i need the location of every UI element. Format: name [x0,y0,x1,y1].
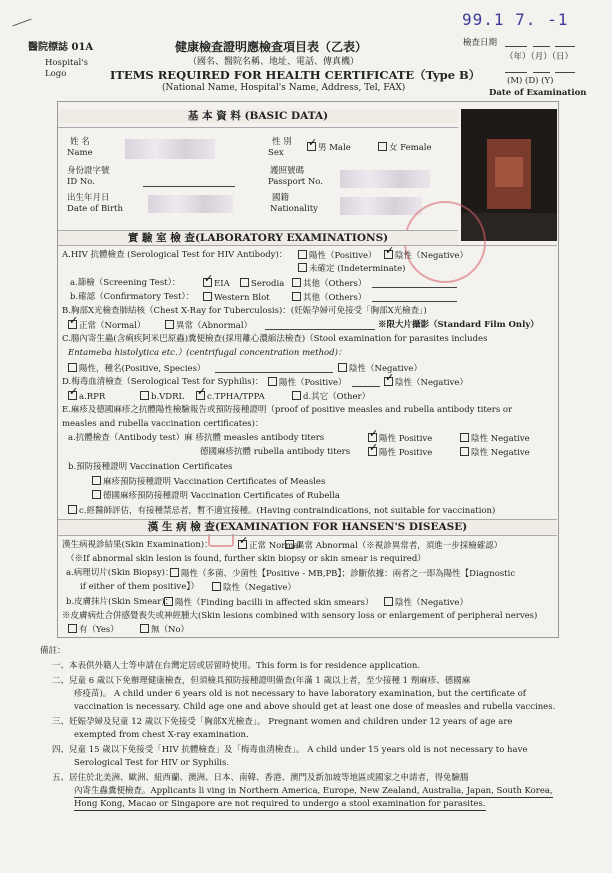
checkbox-checked-icon [68,391,77,400]
divider [58,245,557,246]
checkbox-icon [92,490,101,499]
exam-date-label: 檢查日期 [463,38,498,48]
hansen-heading: 漢 生 病 檢 查(EXAMINATION FOR HANSEN'S DISEASE) [58,520,557,534]
skin-note: （※If abnormal skin lesion is found, further skin biopsy or skin smear is required） [66,554,426,564]
stool-negative-label: 陰性（Negative） [349,364,422,374]
date-line-2 [533,46,550,47]
tpha-option[interactable] [196,391,265,403]
abnormal-line [265,329,375,330]
smear-positive-option[interactable] [164,597,373,609]
remark-2c: vaccination is necessary. Child age one and above should get at least one dose of measles and rubella vaccines. [74,702,556,712]
skin-abnormal-label: 異常 Abnormal（※視診異常者，須進一步採檢確認） [296,541,503,551]
measles-label-2: measles and rubella vaccination certificates)： [62,419,264,429]
syphilis-positive-label: 陽性（Positive） [279,378,347,388]
measles-negative-option[interactable] [460,433,530,445]
id-en: ID No. [67,177,95,187]
eia-option[interactable] [203,278,230,290]
syphilis-positive-option[interactable] [268,377,347,389]
confirm-label: b.確認（Confirmatory Test）： [70,292,195,302]
title-zh-sub: （國名、醫院名稱、地址、電話、傳真機） [188,57,360,67]
date-line-1 [505,46,527,47]
skin-normal-label: 正常 Normal [249,541,302,551]
antibody-measles-label: a.抗體檢查（Antibody test）麻 疹抗體 measles antibody titers [68,433,325,443]
biopsy-label: a.病理切片(Skin Biopsy)： [66,568,174,578]
checkbox-icon [92,476,101,485]
screening-others-label: 其他（Others） [303,279,367,289]
dob-zh: 出生年月日 [67,193,110,203]
stool-positive-label: 陽性，種名(Positive, Species） [79,364,206,374]
date-line-6 [555,72,575,73]
screening-others-option[interactable] [292,278,366,290]
stool-positive-option[interactable] [68,363,205,375]
lesion-no-label: 無（No） [151,625,190,635]
rubella-negative-label: 陰性 Negative [471,448,530,458]
nationality-en: Nationality [270,204,318,214]
checkbox-icon [460,433,469,442]
checkbox-checked-icon [68,320,77,329]
checkbox-checked-icon [307,142,316,151]
measles-label: E.麻疹及德國麻疹之抗體陽性檢驗報告或預防接種證明（proof of positive measles and rubella antibody titers or [62,405,513,415]
species-line [215,372,333,373]
serodia-option[interactable] [240,278,284,290]
cxr-label: B.胸部X光檢查肺結核（Chest X-Ray for Tuberculosis)：(妊娠孕婦可免接受「胸部X光檢查」) [62,306,427,316]
cxr-normal-option[interactable] [68,320,145,332]
hiv-positive-option[interactable] [298,250,377,262]
dob-en: Date of Birth [67,204,123,214]
hiv-positive-label: 陽性（Positive） [309,251,377,261]
date-en: (M) (D) (Y) [507,76,554,86]
antibody-rubella-label: 德國麻疹抗體 rubella antibody titers [200,447,351,457]
checkbox-icon [140,624,149,633]
date-line-4 [505,72,527,73]
checkbox-icon [240,278,249,287]
sex-female-option[interactable] [378,142,432,154]
rubella-negative-option[interactable] [460,447,530,459]
standard-film-note: ※限大片攝影（Standard Film Only） [378,320,539,330]
biopsy-positive-label-2: if either of them positive】） [80,582,200,592]
western-blot-option[interactable] [203,292,270,304]
smear-negative-label: 陰性（Negative） [395,598,468,608]
biopsy-positive-label: 陽性（多菌、少菌性【Positive - MB,PB】；診斷依據：兩者之一即為陽性【Diagnostic [181,569,516,579]
passport-en: Passport No. [268,177,323,187]
checkbox-icon [68,363,77,372]
checkbox-checked-icon [368,447,377,456]
checkbox-icon [68,505,77,514]
checkbox-icon [164,597,173,606]
syphilis-negative-label: 陰性（Negative） [395,378,468,388]
smear-label: b.皮膚抹片(Skin Smear)： [66,597,174,607]
vaccination-label: b.預防接種證明 Vaccination Certificates [68,462,233,472]
remark-3a: 三、妊娠孕婦及兒童 12 歲以下免接受「胸部X光檢查」。 Pregnant women and children under 12 years of age are [52,717,513,727]
title-en-sub: (National Name, Hospital's Name, Address, Tel, FAX) [162,83,406,93]
checkbox-icon [384,597,393,606]
stool-label-2: Entameba histolytica etc.）(centrifugal concentration method)： [68,348,347,358]
others-line [372,287,457,288]
lesion-yes-label: 有（Yes） [79,625,119,635]
nationality-zh: 國籍 [272,193,290,203]
date-stamp: 99.1 7. -1 [462,10,569,29]
skin-abnormal-option[interactable] [285,540,502,552]
lab-heading: 實 驗 室 檢 查(LABORATORY EXAMINATIONS) [58,231,458,245]
western-blot-label: Western Blot [214,293,270,303]
date-line-5 [533,72,550,73]
checkbox-icon [203,292,212,301]
remark-2a: 二、兒童 6 歲以下免辦理健康檢查，但須檢具預防接種證明備查(年滿 1 歲以上者，至少接種 1 劑麻疹、德國麻 [52,676,471,686]
other-d-label: d.其它（Other） [303,392,371,402]
checkbox-icon [285,540,294,549]
title-zh: 健康檢查證明應檢查項目表（乙表） [175,40,368,54]
lesion-yes-option[interactable] [68,624,119,636]
vacc-rubella-label: 德國麻疹預防接種證明 Vaccination Certificates of Rubella [103,491,340,501]
eia-label: EIA [214,279,230,289]
checkbox-icon [298,263,307,272]
checkbox-checked-icon [203,278,212,287]
biopsy-negative-label: 陰性（Negative） [223,583,296,593]
dob-redacted [148,195,233,213]
remark-1: 一、本表供外籍人士等申請在台灣定居或居留時使用。This form is for residence application. [52,661,421,671]
rubella-positive-option[interactable] [368,447,432,459]
remark-4a: 四、兒童 15 歲以下免接受「HIV 抗體檢查」及「梅毒血清檢查」。 A child under 15 years old is not necessary to have [52,745,528,755]
measles-negative-label: 陰性 Negative [471,434,530,444]
title-en: ITEMS REQUIRED FOR HEALTH CERTIFICATE（Type B） [110,68,481,82]
rpr-label: a.RPR [79,392,106,402]
divider [58,535,557,536]
contraindication-option[interactable] [68,505,495,517]
female-label: 女 Female [389,143,432,153]
syphilis-negative-option[interactable] [384,377,468,389]
date-line-3 [555,46,575,47]
checkbox-icon [298,250,307,259]
pen-mark [12,19,31,27]
vacc-measles-option[interactable] [92,476,325,488]
passport-redacted [340,170,430,188]
sex-en: Sex [268,148,284,158]
name-redacted [125,139,215,159]
checkbox-icon [338,363,347,372]
hiv-indeterminate-label: 未確定 (Indeterminate) [309,264,406,274]
checkbox-icon [378,142,387,151]
checkbox-icon [268,377,277,386]
id-zh: 身份證字號 [67,166,110,176]
checkbox-icon [165,320,174,329]
contraindication-label: c.經醫師評估，有接種禁忌者，暫不適宜接種。(Having contraindications, not suitable for vaccination) [79,506,496,516]
checkbox-icon [212,582,221,591]
hiv-negative-option[interactable] [384,250,468,262]
hospital-logo-label: Hospital's Logo [45,58,88,79]
smear-negative-option[interactable] [384,597,468,609]
vacc-measles-label: 麻疹預防接種證明 Vaccination Certificates of Measles [103,477,326,487]
remark-5b: 內寄生蟲糞便檢查。Applicants li ving in Northern America, Europe, New Zealand, Australia, Japan, South Korea, [74,786,553,796]
lesion-no-option[interactable] [140,624,189,636]
sex-zh: 性 別 [272,137,292,147]
checkbox-icon [292,278,301,287]
tpha-label: c.TPHA/TPPA [207,392,265,402]
vdrl-option[interactable] [140,391,184,403]
hiv-label: A.HIV 抗體檢查 (Serological Test for HIV Antibody)： [62,250,288,260]
confirm-others-option[interactable] [292,292,366,304]
checkbox-icon [140,391,149,400]
screening-label: a.篩檢（Screening Test）： [70,278,181,288]
serodia-label: Serodia [251,279,285,289]
sex-male-option[interactable] [307,142,351,154]
name-en: Name [67,148,93,158]
hospital-mark: 醫院標誌 01A [28,42,94,53]
others-line [372,301,457,302]
cxr-normal-label: 正常（Normal） [79,321,146,331]
syphilis-label: D.梅毒血清檢查（Serological Test for Syphilis)： [62,377,264,387]
cxr-abnormal-label: 異常（Abnormal） [176,321,253,331]
checkbox-checked-icon [384,250,393,259]
checkbox-icon [292,391,301,400]
checkbox-icon [292,292,301,301]
date-of-exam-label: Date of Examination [489,88,587,98]
lesion-label: ※皮膚病灶合併感覺喪失或神經腫大(Skin lesions combined with sensory loss or enlargement of peripheral nerves) [62,611,538,621]
date-zh: （年）（月）（日） [505,52,574,62]
divider [58,127,458,128]
passport-zh: 護照號碼 [270,166,305,176]
measles-positive-label: 陽性 Positive [379,434,433,444]
vdrl-label: b.VDRL [151,392,185,402]
remark-2b: 疹疫苗)。 A child under 6 years old is not necessary to have laboratory examination, but the certificate of [74,689,526,699]
male-label: 男 Male [318,143,351,153]
remark-5c: Hong Kong, Macao or Singapore are not required to undergo a stool examination for parasites. [74,799,486,809]
remarks-label: 備註： [40,646,66,656]
smear-positive-label: 陽性（Finding bacilli in affected skin smears） [175,598,374,608]
checkbox-checked-icon [238,540,247,549]
biopsy-negative-option[interactable] [212,582,296,594]
remark-5a: 五、居住於北美洲、歐洲、紐西蘭、澳洲、日本、南韓、香港、澳門及新加坡等地區或國家之申請者，得免驗腸 [52,773,469,783]
nationality-redacted [340,197,422,215]
rubella-positive-label: 陽性 Positive [379,448,433,458]
checkbox-icon [170,568,179,577]
hiv-indeterminate-option[interactable] [298,263,405,275]
vacc-rubella-option[interactable] [92,490,340,502]
id-line [143,186,235,187]
positive-line [352,386,380,387]
cxr-abnormal-option[interactable] [165,320,252,332]
checkbox-checked-icon [196,391,205,400]
remark-3b: exempted from chest X-ray examination. [74,730,249,740]
hiv-negative-label: 陰性（Negative） [395,251,468,261]
skin-exam-label: 漢生病視診結果(Skin Examination)： [62,540,213,550]
checkbox-icon [68,624,77,633]
stool-negative-option[interactable] [338,363,422,375]
basic-data-heading: 基 本 資 料 (BASIC DATA) [58,109,458,123]
checkbox-checked-icon [384,377,393,386]
biopsy-positive-option[interactable] [170,568,515,580]
other-d-option[interactable] [292,391,370,403]
name-zh: 姓 名 [70,137,90,147]
confirm-others-label: 其他（Others） [303,293,367,303]
checkbox-icon [460,447,469,456]
remark-4b: Serological Test for HIV or Syphilis. [74,758,230,768]
stool-label: C.腸內寄生蟲(含痢疾阿米巴原蟲)糞便檢查(採用離心濃縮法檢查)（Stool examination for parasites includes [62,334,488,344]
rpr-option[interactable] [68,391,105,403]
photo-face-pixels-inner [495,157,523,187]
